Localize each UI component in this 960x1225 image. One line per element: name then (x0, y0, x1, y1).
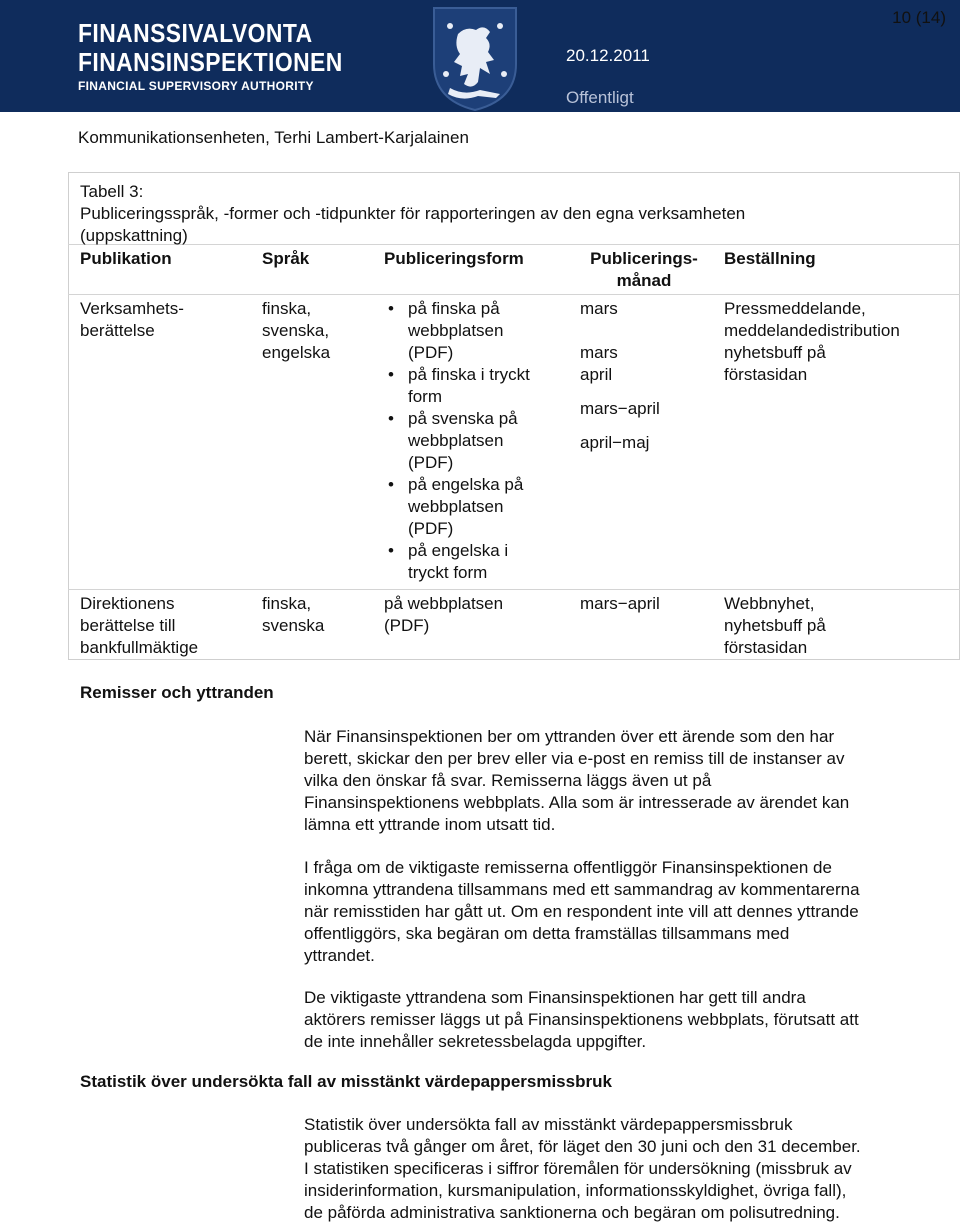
paragraph-line: inkomna yttrandena tillsammans med ett sammandrag av kommentarerna (304, 880, 860, 899)
column-header-publikation: Publikation (80, 249, 172, 268)
paragraph-line: de påförda administrativa sanktionerna och begäran om polisutredning. (304, 1203, 840, 1222)
cell-line: meddelandedistribution (724, 321, 900, 340)
lion-crest-icon (420, 4, 530, 112)
row2-publikation (80, 593, 198, 659)
row1-form (384, 298, 564, 584)
row1-sprak (262, 298, 330, 364)
table-caption (80, 181, 745, 247)
paragraph-line: När Finansinspektionen ber om yttranden över ett ärende som den har (304, 727, 835, 746)
remisser-paragraph-2 (304, 857, 934, 967)
form-bullet-list (384, 298, 564, 584)
cell-line: mars−april (580, 399, 660, 418)
form-bullet-item (384, 474, 564, 540)
paragraph-line: yttrandet. (304, 946, 375, 965)
cell-line: berättelse (80, 321, 155, 340)
cell-line: finska, (262, 594, 312, 613)
paragraph-line: lämna ett yttrande inom utsatt tid. (304, 815, 556, 834)
paragraph-line: berett, skickar den per brev eller via e-post en remiss till de instanser av (304, 749, 845, 768)
row1-publikation (80, 298, 184, 342)
paragraph-line: I fråga om de viktigaste remisserna offentliggör Finansinspektionen de (304, 858, 832, 877)
row2-sprak (262, 593, 324, 637)
paragraph-line: insiderinformation, kursmanipulation, informationsskyldighet, övriga fall), (304, 1181, 847, 1200)
row1-manad (580, 298, 660, 454)
form-bullet-item (384, 364, 564, 408)
cell-line: nyhetsbuff på (724, 343, 826, 362)
cell-line: form (408, 387, 442, 406)
form-bullet-item (384, 540, 564, 584)
cell-line: engelska (262, 343, 331, 362)
cell-line: (PDF) (408, 453, 454, 472)
cell-line: förstasidan (724, 638, 808, 657)
table-divider (68, 589, 960, 590)
row2-form (384, 593, 503, 637)
cell-line: mars−april (580, 594, 660, 613)
row2-bestallning (724, 593, 826, 659)
section-heading-statistik: Statistik över undersökta fall av misstänkt värdepappersmissbruk (80, 1072, 612, 1091)
column-header-manad-line1: Publicerings- (590, 249, 698, 268)
paragraph-line: vilka den önskar få svar. Remisserna läggs även ut på (304, 771, 712, 790)
column-header-bestallning: Beställning (724, 249, 816, 268)
cell-line: april (580, 365, 613, 384)
form-bullet-item (384, 408, 564, 474)
cell-line: Webbnyhet, (724, 594, 815, 613)
paragraph-line: offentliggörs, ska begäran om detta framställas tillsammans med (304, 924, 790, 943)
logo (78, 20, 379, 92)
statistik-paragraph (304, 1114, 934, 1224)
cell-line: berättelse till (80, 616, 176, 635)
table-caption-line: Tabell 3: (80, 182, 144, 201)
cell-line: svenska (262, 616, 325, 635)
document-classification: Offentligt (566, 88, 634, 107)
section-heading-remisser: Remisser och yttranden (80, 683, 274, 702)
cell-line: Verksamhets- (80, 299, 184, 318)
cell-line: tryckt form (408, 563, 488, 582)
author-line: Kommunikationsenheten, Terhi Lambert-Karjalainen (78, 128, 469, 147)
column-header-form: Publiceringsform (384, 249, 524, 268)
document-date: 20.12.2011 (566, 46, 650, 65)
cell-line: mars (580, 343, 618, 362)
cell-line: • på svenska på (408, 409, 518, 428)
cell-line: • på engelska på (408, 475, 524, 494)
cell-line: förstasidan (724, 365, 808, 384)
logo-line-1: FINANSSIVALVONTA (78, 18, 313, 48)
cell-line: (PDF) (384, 616, 430, 635)
column-header-sprak: Språk (262, 249, 310, 268)
remisser-paragraph-3 (304, 987, 934, 1053)
table-divider (68, 294, 960, 295)
cell-line: på webbplatsen (384, 594, 504, 613)
table-caption-line: (uppskattning) (80, 226, 188, 245)
cell-line: april−maj (580, 433, 650, 452)
cell-line: • på finska i tryckt (408, 365, 530, 384)
paragraph-line: I statistiken specificeras i siffror föremålen för undersökning (missbruk av (304, 1159, 852, 1178)
paragraph-line: när remisstiden har gått ut. Om en respondent inte vill att dennes yttrande (304, 902, 859, 921)
cell-line: • på engelska i (408, 541, 509, 560)
paragraph-line: aktörers remisser läggs ut på Finansinspektionens webbplats, förutsatt att (304, 1010, 859, 1029)
paragraph-line: de inte innehåller sekretessbelagda uppgifter. (304, 1032, 647, 1051)
row1-bestallning (724, 298, 900, 386)
form-bullet-item (384, 298, 564, 364)
column-header-manad-line2: månad (616, 271, 672, 290)
cell-line: nyhetsbuff på (724, 616, 826, 635)
cell-line: webbplatsen (408, 431, 504, 450)
cell-line: bankfullmäktige (80, 638, 199, 657)
cell-line: finska, (262, 299, 312, 318)
cell-line: webbplatsen (408, 497, 504, 516)
page-number: 10 (14) (892, 8, 946, 27)
cell-line: (PDF) (408, 519, 454, 538)
cell-line: (PDF) (408, 343, 454, 362)
cell-line: webbplatsen (408, 321, 504, 340)
cell-line: • på finska på (408, 299, 500, 318)
cell-line: Direktionens (80, 594, 175, 613)
cell-line: Pressmeddelande, (724, 299, 866, 318)
paragraph-line: De viktigaste yttrandena som Finansinspektionen har gett till andra (304, 988, 806, 1007)
paragraph-line: Statistik över undersökta fall av misstänkt värdepappersmissbruk (304, 1115, 793, 1134)
cell-line: mars (580, 299, 618, 318)
cell-line: svenska, (262, 321, 330, 340)
logo-line-2: FINANSINSPEKTIONEN (78, 47, 343, 77)
paragraph-line: publiceras två gånger om året, för läget den 30 juni och den 31 december. (304, 1137, 861, 1156)
table-caption-line: Publiceringsspråk, -former och -tidpunkter för rapporteringen av den egna verksamheten (80, 204, 746, 223)
column-header-manad (580, 248, 708, 292)
paragraph-line: Finansinspektionens webbplats. Alla som är intresserade av ärendet kan (304, 793, 850, 812)
logo-line-3: FINANCIAL SUPERVISORY AUTHORITY (78, 79, 314, 93)
row2-manad (580, 593, 660, 615)
remisser-paragraph-1 (304, 726, 934, 836)
